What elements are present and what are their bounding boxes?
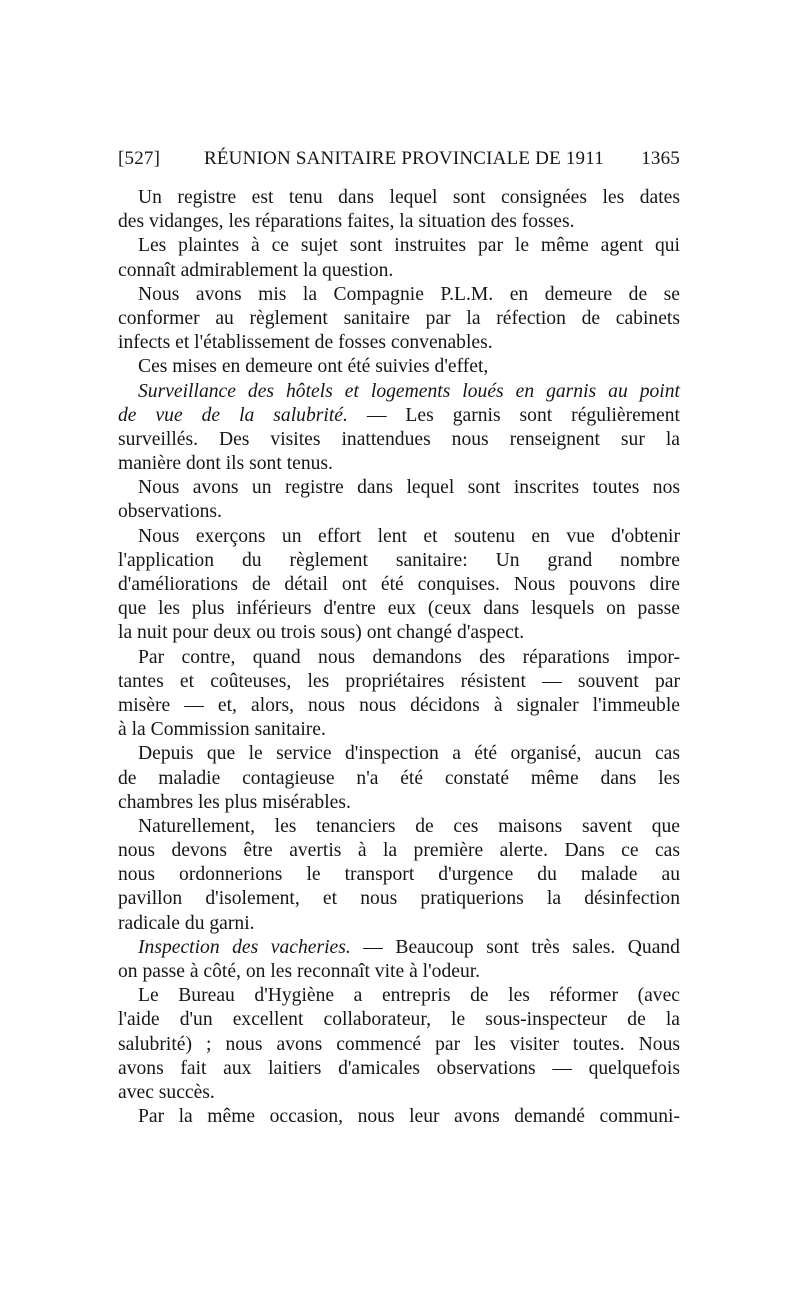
text-line: de maladie contagieuse n'a été constaté même dans les (118, 767, 680, 789)
text-line: la nuit pour deux ou trois sous) ont changé d'aspect. (118, 622, 525, 644)
page-reference: [527] (118, 148, 161, 169)
text-line: tantes et coûteuses, les propriétaires résistent — souvent par (118, 670, 680, 692)
paragraph (118, 283, 680, 356)
paragraph (118, 476, 680, 524)
text-line: Ces mises en demeure ont été suivies d'effet, (138, 356, 489, 378)
text-line: chambres les plus misérables. (118, 791, 351, 813)
text-line: avons fait aux laitiers d'amicales observations — quelquefois (118, 1057, 680, 1079)
paragraph (118, 234, 680, 282)
paragraph-garnis (118, 380, 680, 477)
text-run: — Les garnis sont régulièrement (347, 404, 680, 426)
text-line: pavillon d'isolement, et nous pratiquerions la désinfection (118, 888, 680, 910)
text-line: Un registre est tenu dans lequel sont consignées les dates (138, 187, 680, 208)
paragraph (118, 355, 680, 379)
paragraph-vacheries (118, 936, 680, 984)
text-line: Les plaintes à ce sujet sont instruites par le même agent qui (138, 235, 680, 257)
text-line: salubrité) ; nous avons commencé par les visiter toutes. Nous (118, 1033, 680, 1055)
paragraph (118, 742, 680, 815)
text-line: connaît admirablement la question. (118, 259, 394, 281)
text-line: infects et l'établissement de fosses convenables. (118, 332, 493, 354)
text-line: Nous avons un registre dans lequel sont inscrites toutes nos (138, 477, 680, 499)
paragraph (118, 186, 680, 234)
text-line: Naturellement, les tenanciers de ces maisons savent que (138, 815, 680, 837)
text-line: radicale du garni. (118, 912, 255, 934)
text-line: Par la même occasion, nous leur avons demandé communi- (138, 1106, 680, 1128)
text-line: Nous avons mis la Compagnie P.L.M. en demeure de se (138, 283, 680, 305)
text-line: l'application du règlement sanitaire: Un grand nombre (118, 549, 680, 571)
text-line (118, 404, 680, 428)
body-text (118, 186, 680, 1129)
text-line: surveillés. Des visites inattendues nous renseignent sur la (118, 428, 680, 450)
text-run: — Beaucoup sont très sales. Quand (350, 936, 680, 958)
paragraph (118, 1105, 680, 1129)
text-line: d'améliorations de détail ont été conquises. Nous pouvons dire (118, 574, 680, 595)
section-heading-line: Surveillance des hôtels et logements loués en garnis au point (138, 380, 680, 402)
text-line: que les plus inférieurs d'entre eux (ceux dans lesquels on passe (118, 598, 680, 620)
paragraph (118, 646, 680, 743)
paragraph (118, 525, 680, 646)
text-line: Nous exerçons un effort lent et soutenu en vue d'obtenir (138, 525, 680, 547)
section-heading-end: de vue de la salubrité. (118, 404, 348, 426)
text-line: à la Commission sanitaire. (118, 719, 326, 741)
text-line: nous devons être avertis à la première alerte. Dans ce cas (118, 840, 680, 862)
paragraph (118, 984, 680, 1105)
text-line: nous ordonnerions le transport d'urgence du malade au (118, 864, 680, 886)
running-title: RÉUNION SANITAIRE PROVINCIALE DE 1911 (204, 148, 604, 169)
text-line: des vidanges, les réparations faites, la situation des fosses. (118, 211, 575, 233)
text-line: manière dont ils sont tenus. (118, 453, 333, 475)
text-line: Le Bureau d'Hygiène a entrepris de les réformer (avec (138, 985, 680, 1007)
paragraph (118, 815, 680, 936)
page-number: 1365 (641, 148, 680, 169)
text-line: avec succès. (118, 1081, 215, 1103)
text-line: on passe à côté, on les reconnaît vite à l'odeur. (118, 961, 481, 982)
text-line: misère — et, alors, nous nous décidons à signaler l'immeuble (118, 694, 680, 716)
text-line (118, 936, 680, 960)
text-line: observations. (118, 501, 222, 523)
text-line: Depuis que le service d'inspection a été organisé, aucun cas (138, 743, 680, 765)
text-line: Par contre, quand nous demandons des réparations impor- (138, 646, 680, 668)
section-heading: Inspection des vacheries. (138, 936, 351, 958)
text-line: l'aide d'un excellent collaborateur, le sous-inspecteur de la (118, 1009, 680, 1031)
text-line: conformer au règlement sanitaire par la réfection de cabinets (118, 307, 680, 329)
